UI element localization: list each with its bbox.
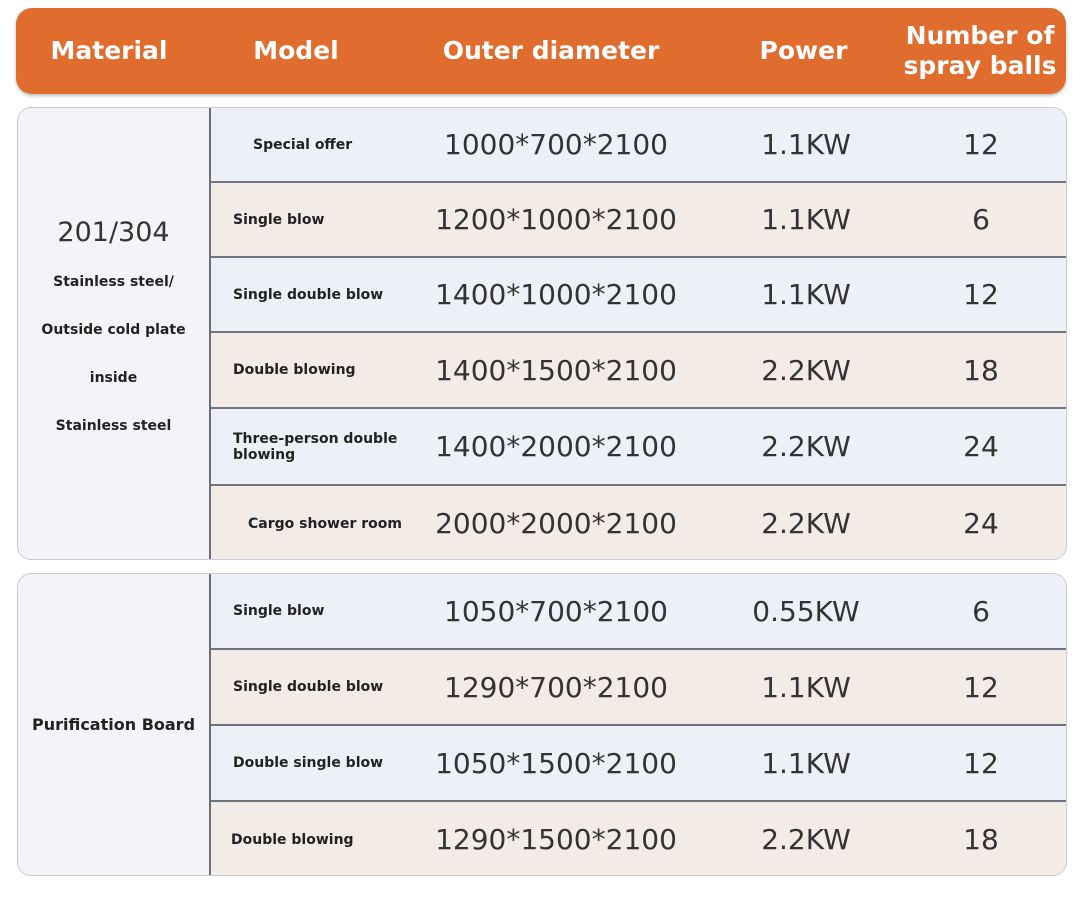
material-line: Stainless steel/ — [53, 274, 174, 290]
material-main: Purification Board — [31, 715, 196, 734]
spray-cell: 6 — [972, 203, 990, 236]
spray-cell: 12 — [963, 670, 999, 704]
diameter-cell: 1200*1000*2100 — [435, 203, 677, 236]
table-row — [211, 181, 1066, 256]
material-line: Outside cold plate inside — [41, 322, 186, 386]
power-cell: 2.2KW — [761, 507, 851, 540]
spray-cell: 24 — [963, 430, 999, 463]
header-spray-balls — [896, 8, 1064, 94]
model-cell: Single blow — [233, 211, 325, 228]
power-cell: 0.55KW — [752, 594, 860, 628]
header-power: Power — [759, 36, 848, 65]
table-row — [211, 724, 1066, 800]
header-spray-line1: Number of — [905, 21, 1055, 50]
diameter-cell: 1400*2000*2100 — [435, 430, 677, 463]
diameter-cell: 2000*2000*2100 — [435, 507, 677, 540]
power-cell: 1.1KW — [761, 670, 851, 704]
model-cell: Single double blow — [233, 286, 384, 303]
header-model: Model — [253, 36, 339, 65]
material-cell — [18, 574, 211, 875]
table-row — [211, 407, 1066, 484]
diameter-cell: 1000*700*2100 — [444, 128, 668, 161]
power-cell: 2.2KW — [761, 430, 851, 463]
material-main: 201/304 — [57, 217, 170, 248]
power-cell: 1.1KW — [761, 128, 851, 161]
spray-cell: 12 — [963, 278, 999, 311]
power-cell: 1.1KW — [761, 746, 851, 780]
model-cell: Cargo shower room — [248, 515, 402, 532]
model-cell: Three-person double blowing — [233, 430, 398, 463]
header-material: Material — [50, 36, 168, 65]
model-cell: Double single blow — [233, 755, 384, 771]
model-cell: Single blow — [233, 603, 325, 619]
table-row — [211, 800, 1066, 876]
model-cell: Single double blow — [233, 679, 384, 695]
power-cell: 1.1KW — [761, 278, 851, 311]
spray-cell: 6 — [972, 594, 990, 628]
table-row — [211, 648, 1066, 724]
material-line: Stainless steel — [55, 418, 172, 434]
header-outer-diameter: Outer diameter — [442, 36, 660, 65]
diameter-cell: 1400*1500*2100 — [435, 353, 677, 387]
power-cell: 2.2KW — [761, 823, 851, 856]
group-purification-board — [17, 573, 1067, 876]
model-cell: Double blowing — [231, 831, 354, 848]
spray-cell: 18 — [963, 353, 999, 387]
table-row — [211, 574, 1066, 648]
diameter-cell: 1050*1500*2100 — [435, 746, 677, 780]
spray-cell: 18 — [963, 823, 999, 856]
table-row — [211, 108, 1066, 181]
power-cell: 1.1KW — [761, 203, 851, 236]
material-cell — [18, 108, 211, 559]
spray-cell: 12 — [963, 746, 999, 780]
power-cell: 2.2KW — [761, 353, 851, 387]
model-cell: Special offer — [253, 136, 353, 153]
table-row — [211, 331, 1066, 407]
table-row — [211, 256, 1066, 331]
diameter-cell: 1400*1000*2100 — [435, 278, 677, 311]
table-row — [211, 484, 1066, 560]
table-header — [16, 8, 1066, 94]
diameter-cell: 1290*700*2100 — [444, 670, 668, 704]
spray-cell: 24 — [963, 507, 999, 540]
diameter-cell: 1050*700*2100 — [444, 594, 668, 628]
group-stainless — [17, 107, 1067, 560]
model-cell: Double blowing — [233, 362, 356, 378]
header-spray-line2: spray balls — [903, 51, 1057, 80]
diameter-cell: 1290*1500*2100 — [435, 823, 677, 856]
spray-cell: 12 — [963, 128, 999, 161]
